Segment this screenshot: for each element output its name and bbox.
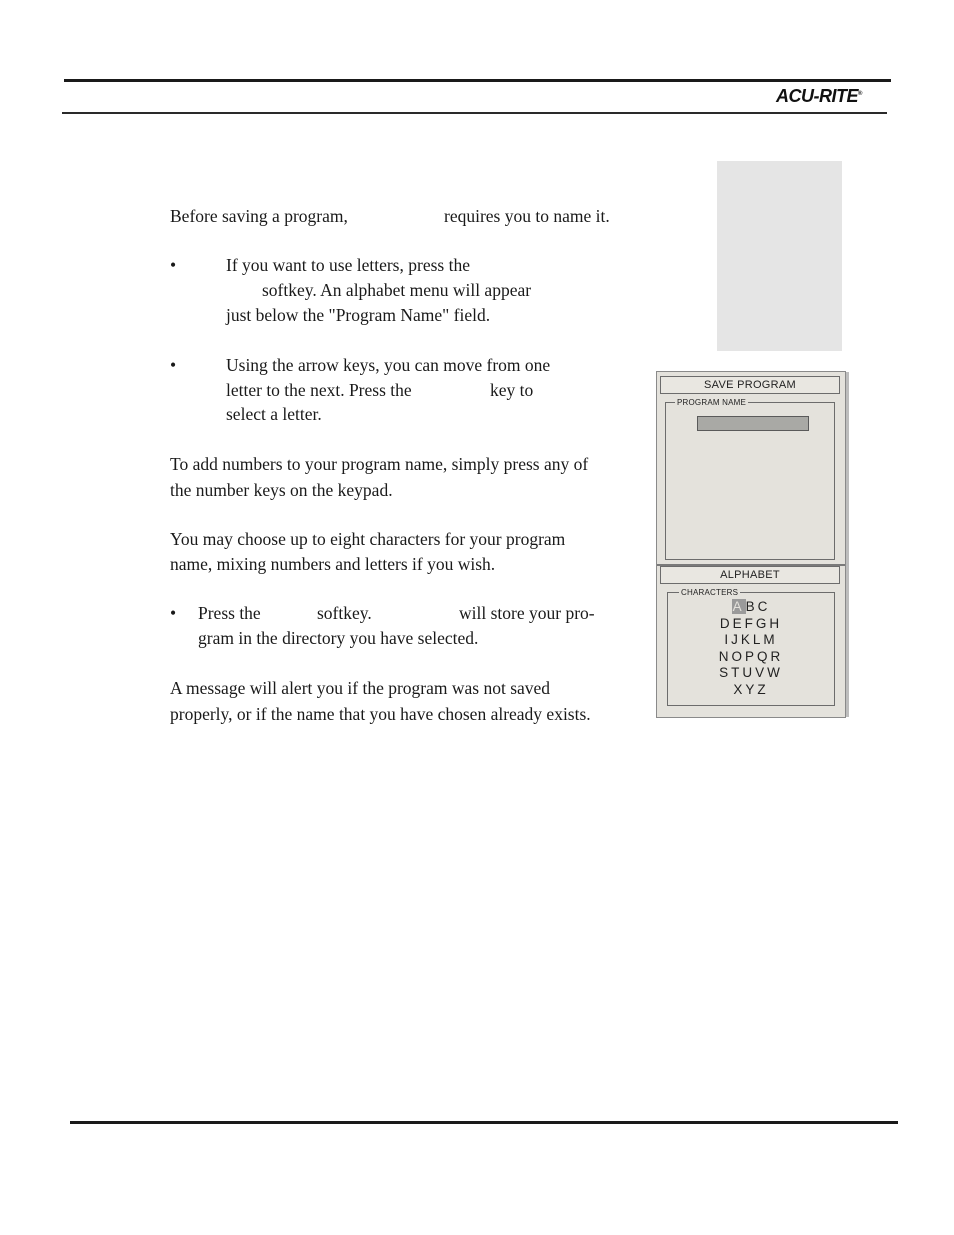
letter-cursor[interactable]: A xyxy=(732,599,745,614)
letter-row-2[interactable]: DEFGH xyxy=(719,615,783,631)
intro-text-b: requires you to name it. xyxy=(444,206,610,226)
step2-line2b: key to xyxy=(490,380,534,400)
step1-line3: just below the "Program Name" field. xyxy=(226,305,491,325)
letter-row-4[interactable]: NOPQR xyxy=(718,648,784,664)
intro-text-a: Before saving a program, xyxy=(170,206,348,226)
step1-line1: If you want to use letters, press the xyxy=(226,255,470,275)
letter-row-1[interactable] xyxy=(673,599,829,616)
letter-row-5[interactable]: STUVW xyxy=(719,665,783,681)
step3-line2: gram in the directory you have selected. xyxy=(198,628,479,648)
step2-line3: select a letter. xyxy=(226,404,322,424)
characters-legend: CHARACTERS xyxy=(681,588,739,597)
numbers-line1: To add numbers to your program name, simply press any of xyxy=(170,454,589,474)
alphabet-grid xyxy=(673,599,829,699)
save-program-screen xyxy=(656,371,846,718)
footer-rule xyxy=(70,1121,898,1124)
acu-rite-logo: ACU-RITE® xyxy=(776,86,862,106)
step2-line1: Using the arrow keys, you can move from one xyxy=(226,355,551,375)
program-name-input[interactable] xyxy=(697,416,809,431)
header-rule-secondary xyxy=(62,112,887,114)
numbers-line2: the number keys on the keypad. xyxy=(170,480,393,500)
bullet: • xyxy=(170,355,177,375)
letter-row-6[interactable]: XYZ xyxy=(733,681,769,697)
letter-row-3[interactable]: IJKLM xyxy=(724,632,778,648)
message-line1: A message will alert you if the program was not saved xyxy=(170,678,551,698)
chars-line2: name, mixing numbers and letters if you wish. xyxy=(170,554,496,574)
bullet: • xyxy=(170,603,177,623)
save-program-title-bar: SAVE PROGRAM xyxy=(660,376,840,394)
alphabet-softkey[interactable]: ALPHABET xyxy=(660,566,840,584)
step1-line2: softkey. An alphabet menu will appear xyxy=(262,280,532,300)
step3-line1c: will store your pro- xyxy=(459,603,595,623)
step3-line1b: softkey. xyxy=(317,603,372,623)
message-line2: properly, or if the name that you have chosen already exists. xyxy=(170,704,591,724)
letter-row-1-rest[interactable]: BC xyxy=(745,599,771,614)
step2-line2a: letter to the next. Press the xyxy=(226,380,412,400)
header-rule xyxy=(64,79,891,82)
chars-line1: You may choose up to eight characters for your program xyxy=(170,529,566,549)
program-name-legend: PROGRAM NAME xyxy=(677,398,747,407)
bullet: • xyxy=(170,255,177,275)
sidebar-note-box xyxy=(717,161,842,351)
step3-line1a: Press the xyxy=(198,603,261,623)
panel-shadow xyxy=(846,372,849,717)
